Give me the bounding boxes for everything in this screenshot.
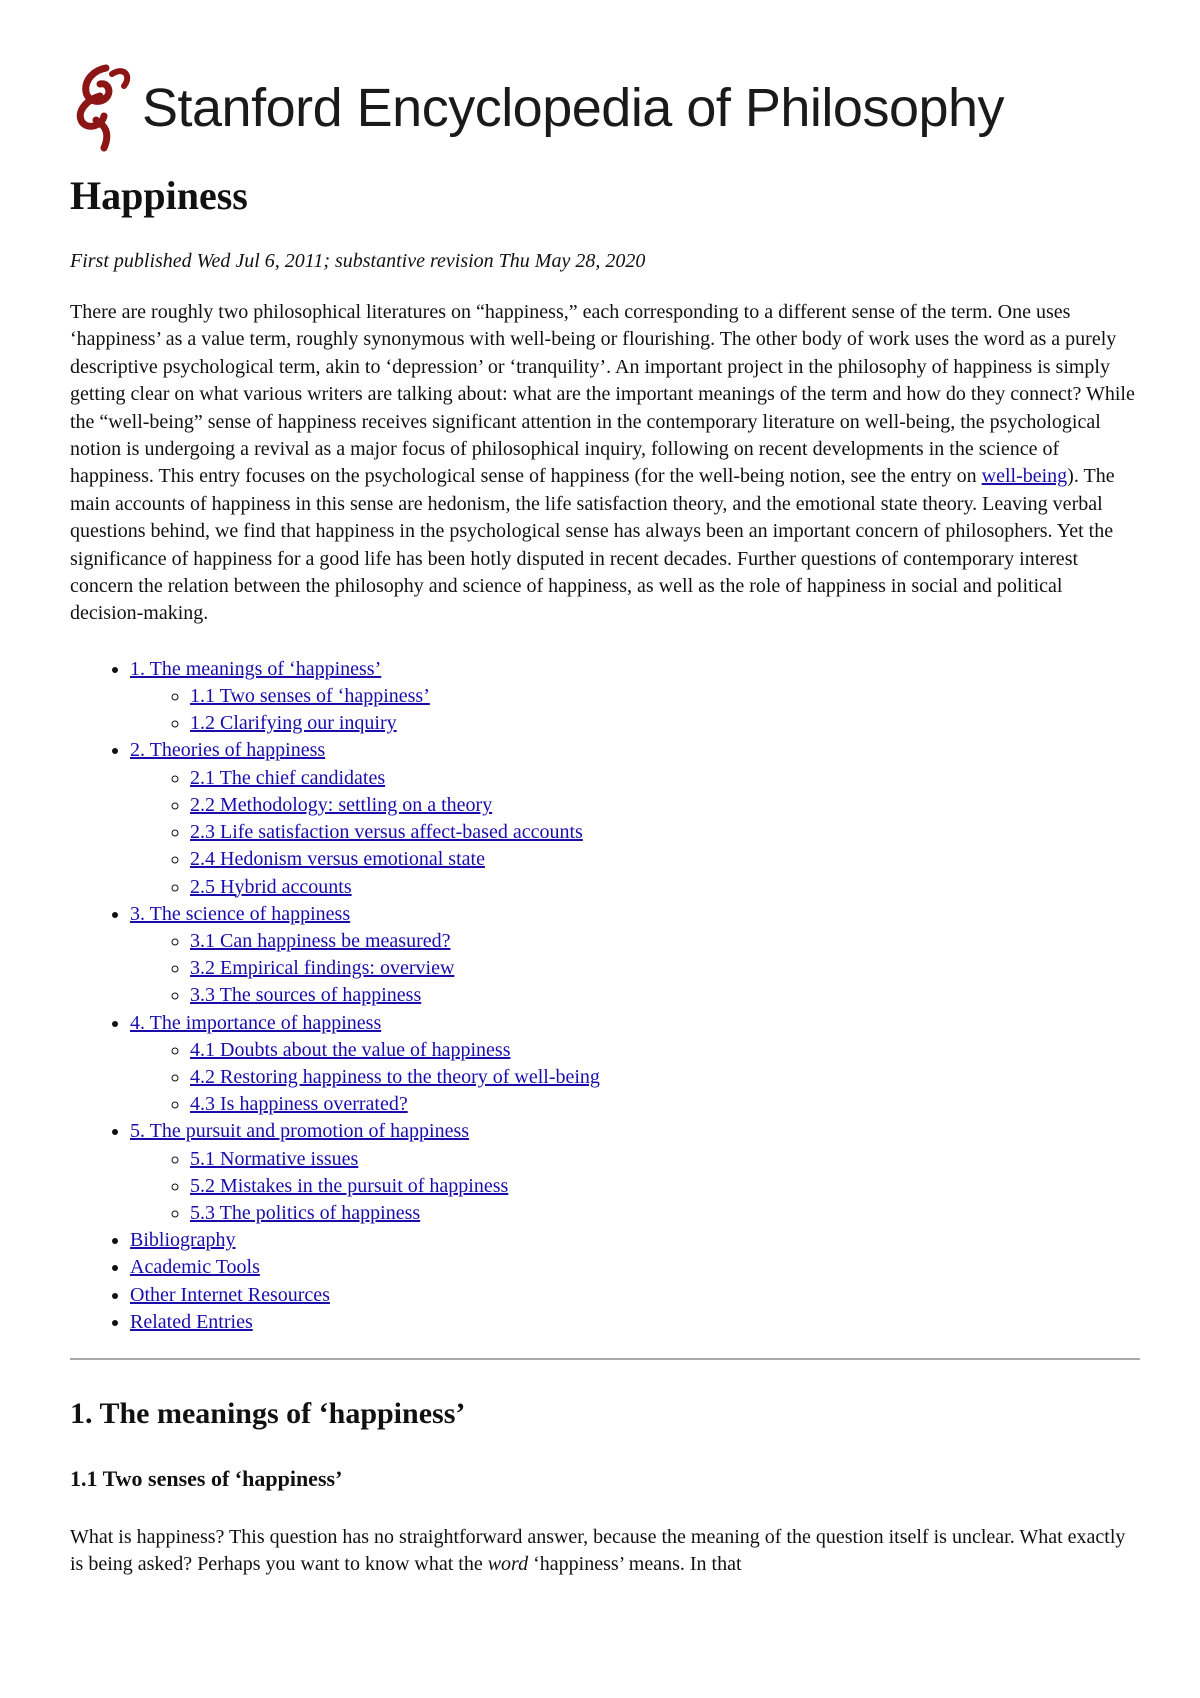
toc-link-3-1[interactable]: 3.1 Can happiness be measured? xyxy=(190,929,451,952)
toc-subitem xyxy=(190,1037,1140,1064)
table-of-contents xyxy=(70,656,1140,1336)
toc-link-4-3[interactable]: 4.3 Is happiness overrated? xyxy=(190,1093,408,1116)
toc-link-1-1[interactable]: 1.1 Two senses of ‘happiness’ xyxy=(190,685,430,708)
toc-item xyxy=(130,656,1140,738)
toc-link-3-2[interactable]: 3.2 Empirical findings: overview xyxy=(190,957,455,980)
entry-content xyxy=(70,160,1140,1579)
toc-link-other-internet-resources[interactable]: Other Internet Resources xyxy=(130,1283,330,1306)
toc-link-2-4[interactable]: 2.4 Hedonism versus emotional state xyxy=(190,848,485,871)
toc-sublist xyxy=(130,683,1140,737)
body-paragraph xyxy=(70,1524,1140,1579)
toc-link-5-3[interactable]: 5.3 The politics of happiness xyxy=(190,1201,421,1224)
toc-link-section-1[interactable]: 1. The meanings of ‘happiness’ xyxy=(130,657,382,680)
toc-subitem xyxy=(190,874,1140,901)
sep-logo-icon[interactable] xyxy=(66,62,134,154)
toc-link-related-entries[interactable]: Related Entries xyxy=(130,1310,253,1333)
toc-sublist xyxy=(130,928,1140,1010)
toc-item xyxy=(130,1227,1140,1254)
toc-sublist xyxy=(130,1146,1140,1228)
toc-sublist xyxy=(130,765,1140,901)
toc-link-academic-tools[interactable]: Academic Tools xyxy=(130,1256,260,1279)
toc-link-2-3[interactable]: 2.3 Life satisfaction versus affect-based accounts xyxy=(190,821,583,844)
toc-subitem xyxy=(190,792,1140,819)
toc-link-section-5[interactable]: 5. The pursuit and promotion of happiness xyxy=(130,1120,470,1143)
section-divider xyxy=(70,1358,1140,1360)
site-title[interactable]: Stanford Encyclopedia of Philosophy xyxy=(142,78,1005,138)
body-text-start: What is happiness? This question has no straightforward answer, because the meaning of the question itself is unclear. What exactly is being asked? Perhaps you want to know what the xyxy=(70,1525,1126,1576)
toc-subitem xyxy=(190,710,1140,737)
subsection-heading: 1.1 Two senses of ‘happiness’ xyxy=(70,1465,343,1491)
toc-link-section-4[interactable]: 4. The importance of happiness xyxy=(130,1011,382,1034)
toc-item xyxy=(130,1010,1140,1119)
toc-subitem xyxy=(190,819,1140,846)
toc-subitem xyxy=(190,1200,1140,1227)
body-text-end: ‘happiness’ means. In that xyxy=(528,1553,742,1576)
toc-link-3-3[interactable]: 3.3 The sources of happiness xyxy=(190,984,422,1007)
toc-link-4-1[interactable]: 4.1 Doubts about the value of happiness xyxy=(190,1038,511,1061)
well-being-link[interactable]: well-being xyxy=(981,465,1068,488)
toc-link-4-2[interactable]: 4.2 Restoring happiness to the theory of well-being xyxy=(190,1065,600,1088)
toc-subitem xyxy=(190,1091,1140,1118)
toc-subitem xyxy=(190,1173,1140,1200)
toc-subitem xyxy=(190,1146,1140,1173)
publication-info: First published Wed Jul 6, 2011; substantive revision Thu May 28, 2020 xyxy=(70,250,646,272)
toc-subitem xyxy=(190,846,1140,873)
preamble xyxy=(70,299,1140,628)
toc-item xyxy=(130,1282,1140,1309)
toc-link-2-1[interactable]: 2.1 The chief candidates xyxy=(190,766,386,789)
preamble-text-start: There are roughly two philosophical literatures on “happiness,” each corresponding to a different sense of the term. One uses ‘happiness’ as a value term, roughly synonymous with well-being or flourishing. The other body of work uses the word as a purely descriptive psychological term, akin to ‘depression’ or ‘tranquility’. An important project in the philosophy of happiness is simply getting clear on what various writers are talking about: what are the important meanings of the term and how do they connect? While the “well-being” sense of happiness receives significant attention in the contemporary literature on well-being, the psychological notion is undergoing a revival as a major focus of philosophical inquiry, following on recent developments in the science of happiness. This entry focuses on the psychological sense of happiness (for the well-being notion, see the entry on xyxy=(70,301,1135,488)
toc-link-2-2[interactable]: 2.2 Methodology: settling on a theory xyxy=(190,793,493,816)
toc-link-5-1[interactable]: 5.1 Normative issues xyxy=(190,1147,359,1170)
toc-link-5-2[interactable]: 5.2 Mistakes in the pursuit of happiness xyxy=(190,1174,509,1197)
toc-subitem xyxy=(190,982,1140,1009)
toc-subitem xyxy=(190,765,1140,792)
masthead[interactable] xyxy=(66,62,1004,154)
toc-item xyxy=(130,1309,1140,1336)
toc-link-bibliography[interactable]: Bibliography xyxy=(130,1229,236,1252)
toc-subitem xyxy=(190,928,1140,955)
toc-link-section-2[interactable]: 2. Theories of happiness xyxy=(130,739,326,762)
toc-link-2-5[interactable]: 2.5 Hybrid accounts xyxy=(190,875,352,898)
entry-title: Happiness xyxy=(70,173,248,218)
preamble-text-end: ). The main accounts of happiness in this sense are hedonism, the life satisfaction theory, and the emotional state theory. Leaving verbal questions behind, we find that happiness in the psychological sense has always been an important concern of philosophers. Yet the significance of happiness for a good life has been hotly disputed in recent decades. Further questions of contemporary interest concern the relation between the philosophy and science of happiness, as well as the role of happiness in social and political decision-making. xyxy=(70,465,1115,625)
toc-item xyxy=(130,901,1140,1010)
toc-item xyxy=(130,737,1140,900)
toc-item xyxy=(130,1254,1140,1281)
toc-item xyxy=(130,1118,1140,1227)
toc-subitem xyxy=(190,955,1140,982)
toc-link-section-3[interactable]: 3. The science of happiness xyxy=(130,902,351,925)
toc-sublist xyxy=(130,1037,1140,1119)
toc-subitem xyxy=(190,683,1140,710)
section-heading: 1. The meanings of ‘happiness’ xyxy=(70,1396,466,1430)
emphasized-word: word xyxy=(487,1553,529,1576)
toc-link-1-2[interactable]: 1.2 Clarifying our inquiry xyxy=(190,712,397,735)
toc-subitem xyxy=(190,1064,1140,1091)
